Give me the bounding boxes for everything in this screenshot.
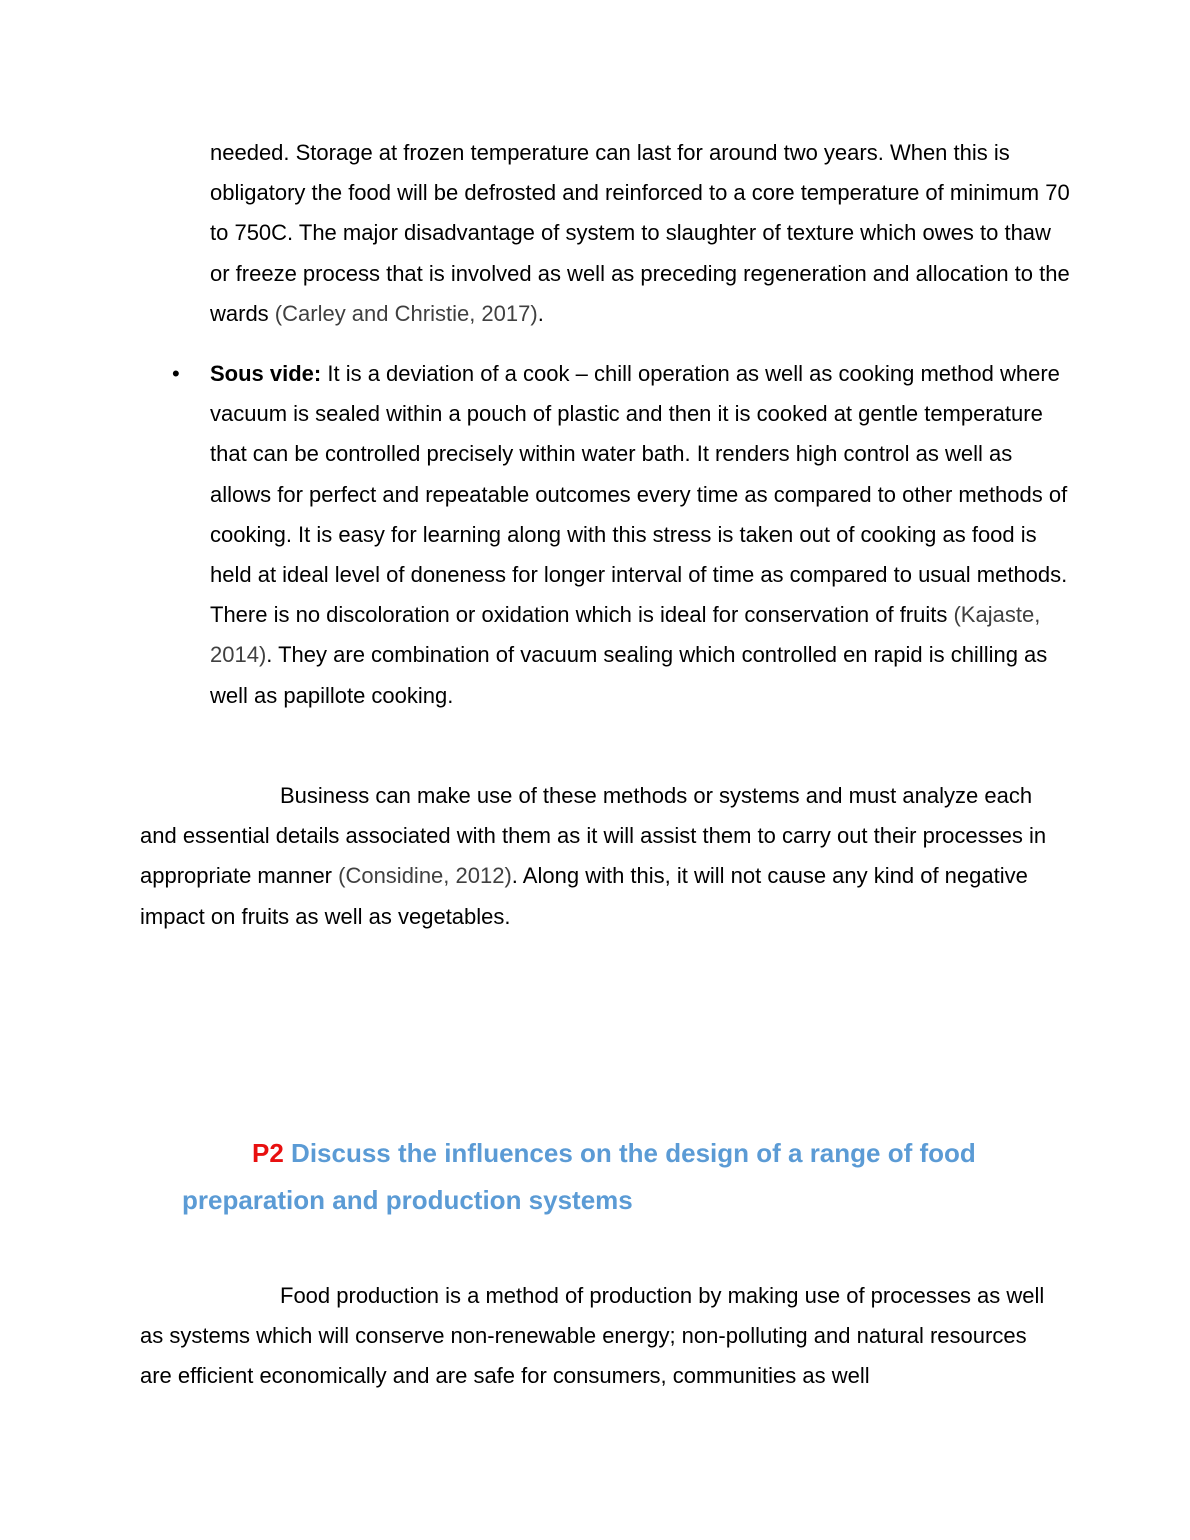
bullet-text: It is a deviation of a cook – chill operation as well as cooking method where vacuum is sealed within a pouch of plastic and then it is cooked at gentle temperature that can be controlled precisely within water bath. It renders high control as well as allows for perfect and repeatable outcomes every time as compared to other methods of cooking. It is easy for learning along with this stress is taken out of cooking as food is held at ideal level of doneness for longer interval of time as compared to usual methods. There is no discoloration or oxidation which is ideal for conservation of fruits (210, 361, 1068, 628)
heading-p2-label: P2 (252, 1138, 284, 1168)
continued-paragraph-text: needed. Storage at frozen temperature can last for around two years. When this is obligatory the food will be defrosted and reinforced to a core temperature of minimum 70 to 750C. The major disadvantage of system to slaughter of texture which owes to thaw or freeze process that is involved as well as preceding regeneration and allocation to the wards (210, 140, 1070, 326)
body-paragraph-business (140, 776, 1050, 937)
list-item-sous-vide (210, 354, 1070, 716)
citation-carley-christie: (Carley and Christie, 2017) (274, 300, 538, 326)
citation-kajaste: (Kajaste, 2014) (210, 602, 1041, 668)
bullet-icon: • (172, 361, 180, 386)
body-paragraph-food-production-text: Food production is a method of production by making use of processes as well as systems which will conserve non-renewable energy; non-polluting and natural resources are efficient economically and are safe for consumers, communities as well (140, 1283, 1045, 1389)
heading-title: Discuss the influences on the design of a range of food preparation and production systems (182, 1138, 976, 1215)
continued-paragraph (210, 133, 1070, 334)
bullet-term: Sous vide: (210, 361, 322, 386)
body-paragraph-business-text: Business can make use of these methods or systems and must analyze each and essential details associated with them as it will assist them to carry out their processes in appropriate manner (140, 783, 1047, 889)
bullet-text-after: . They are combination of vacuum sealing which controlled en rapid is chilling as well as papillote cooking. (210, 642, 1048, 708)
continued-paragraph-end: . (537, 300, 544, 326)
body-paragraph-business-text-after: . Along with this, it will not cause any kind of negative impact on fruits as well as vegetables. (140, 863, 1028, 929)
body-paragraph-food-production (140, 1276, 1050, 1397)
citation-considine: (Considine, 2012) (338, 863, 512, 889)
section-heading-p2 (182, 1130, 1042, 1224)
